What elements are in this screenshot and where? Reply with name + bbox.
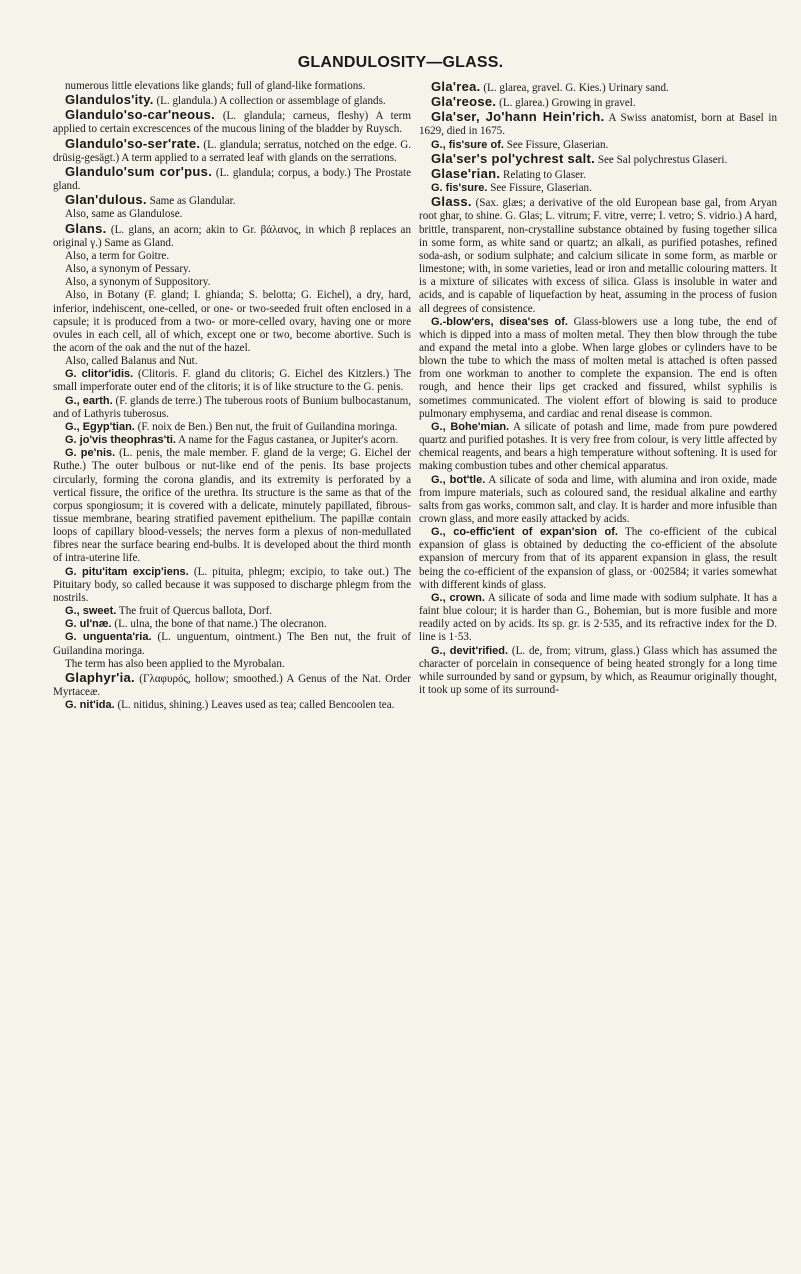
entry-headword: G., sweet.: [65, 605, 117, 618]
entry-headword: G., fis'sure of.: [431, 138, 504, 151]
entry-text: The term has also been applied to the Myrobalan.: [65, 657, 285, 670]
entry-continuation: [53, 289, 411, 355]
entry-text: A silicate of potash and lime, made from pure powdered quartz and purified potashes. It is very free from colour, is very little affected by chemical reagents, and bears a high temperature without softening. It is used for making combustion tubes and other chemical apparatus.: [419, 420, 777, 473]
entry-text: (L. penis, the male member. F. gland de la verge; G. Eichel der Ruthe.) The outer bulbous or nut-like end of the penis. Its base projects circularly, forming the corona glandis, and its extremity is perforated by a vertical fissure, the orifice of the urethra. Its structure is the same as that of the corpus spongiosum; it is covered with a delicate, minutely papillated, fibrous-tissue membrane, bearing stratified pavement epithelium. The papillæ contain loops of capillary blood-vessels; the nerves form a plexus of non-medullated fibres near the surface bearing end-bulbs. It is developed about the third month of intra-uterine life.: [53, 447, 411, 565]
dictionary-entry: [419, 167, 777, 182]
entry-continuation: [53, 208, 411, 221]
dictionary-entry: [419, 526, 777, 592]
dictionary-entry: [53, 671, 411, 699]
dictionary-entry: [53, 193, 411, 208]
entry-text: A name for the Fagus castanea, or Jupiter's acorn.: [175, 434, 399, 447]
entry-headword: G. pe'nis.: [65, 447, 116, 460]
entry-headword: G., devit'rified.: [431, 644, 509, 657]
entry-text: (Γλαφυρός, hollow; smoothed.) A Genus of the Nat. Order Myrtaceæ.: [53, 672, 411, 699]
entry-text: (Sax. glæs; a derivative of the old European base gal, from Aryan root ghar, to shine. G. Glas; L. vitrum; F. vitre, verre; I. vetro; S. vidrio.) A hard, brittle, transparent, non-crystalline substance obtained by fusing together silica in some form, as white sand or quartz; an alkali, as purified potashes, refined soda-ash, or sodium sulphate; and calcium silicate in some form, as marble or limestone; with, in some varieties, lead or iron and metallic colouring matters. It is a mixture of silicates with excess of silica. Glass is insoluble in water and acids, and is capable of liquefaction by heat, assuming in the process of fusion all degrees of consistence.: [419, 197, 777, 315]
dictionary-entry: [53, 618, 411, 631]
entry-text: A Swiss anatomist, born at Basel in 1629, died in 1675.: [419, 112, 777, 138]
entry-headword: Glans.: [65, 220, 107, 236]
entry-headword: Glandulo'so-car'neous.: [65, 107, 216, 123]
entry-text: (L. ulna, the bone of that name.) The olecranon.: [111, 618, 327, 631]
entry-headword: Glandulo'sum cor'pus.: [65, 163, 213, 179]
dictionary-entry: [419, 645, 777, 698]
dictionary-entry: [419, 195, 777, 315]
entry-text: The fruit of Quercus ballota, Dorf.: [116, 605, 273, 618]
entry-text: (L. glans, an acorn; akin to Gr. βάλανος, in which β replaces an original γ.) Same as Gland.: [53, 223, 411, 249]
dictionary-entry: [419, 474, 777, 527]
dictionary-entry: [419, 80, 777, 95]
entry-continuation: [53, 355, 411, 368]
entry-headword: Glaphyr'ia.: [65, 669, 135, 685]
entry-text: Also, in Botany (F. gland; I. ghianda; S. belotta; G. Eichel), a dry, hard, inferior, indehiscent, one-celled, or one- or two-seeded fruit often enclosed in a capsule; it is produced from a two- or more-celled ovary, having one or more ovules in each cell, all of which, except one or two, become abortive. Such is the acorn of the oak and the nut of the hazel.: [53, 289, 411, 354]
entry-headword: G., Egyp'tian.: [65, 420, 135, 433]
dictionary-entry: [53, 631, 411, 657]
right-column: [419, 80, 777, 697]
entry-continuation: [53, 250, 411, 263]
entry-headword: G. unguenta'ria.: [65, 631, 152, 644]
dictionary-entry: [419, 95, 777, 110]
entry-text: Also, called Balanus and Nut.: [65, 355, 198, 368]
entry-text: (F. noix de Ben.) Ben nut, the fruit of Guilandina moringa.: [134, 420, 398, 433]
dictionary-entry: [53, 699, 411, 712]
entry-text: (L. nitidus, shining.) Leaves used as tea; called Bencoolen tea.: [114, 699, 395, 712]
dictionary-entry: [53, 108, 411, 136]
entry-text: (L. glandula; corpus, a body.) The Prostate gland.: [53, 166, 412, 193]
entry-continuation: [53, 263, 411, 276]
entry-text: (Clitoris. F. gland du clitoris; G. Eichel des Kitzlers.) The small imperforate outer end of the clitoris; it is of like structure to the G. penis.: [53, 368, 412, 394]
running-head: GLANDULOSITY—GLASS.: [297, 54, 504, 71]
entry-text: Also, a synonym of Pessary.: [65, 263, 191, 276]
entry-text: numerous little elevations like glands; full of gland-like formations.: [65, 80, 366, 92]
dictionary-entry: [53, 447, 411, 565]
entry-text: (L. glandula; carneus, fleshy) A term applied to certain excrescences of the mucous lining of the bladder by Ruysch.: [53, 110, 411, 136]
dictionary-entry: [53, 566, 411, 605]
entry-text: (L. unguentum, ointment.) The Ben nut, the fruit of Guilandina moringa.: [53, 631, 411, 657]
entry-headword: G., co-effic'ient of expan'sion of.: [431, 526, 618, 539]
entry-headword: G. jo'vis theophras'ti.: [65, 434, 176, 447]
dictionary-entry: [419, 592, 777, 645]
dictionary-entry: [419, 152, 777, 167]
entry-text: Relating to Glaser.: [500, 168, 586, 181]
entry-headword: Glase'rian.: [431, 165, 501, 181]
dictionary-entry: [53, 605, 411, 618]
dictionary-entry: [419, 316, 777, 421]
entry-text: (L. glandula.) A collection or assemblage of glands.: [153, 95, 386, 108]
entry-headword: Gla'ser's pol'ychrest salt.: [431, 150, 596, 166]
entry-text: The co-efficient of the cubical expansion of glass is obtained by deducting the co-efficient of the absolute expansion of mercury from that of its apparent expansion in glass, the result being the co-efficient of the expansion of glass, or ·002584; it varies somewhat with different kinds of glass.: [419, 526, 777, 591]
entry-headword: Glass.: [431, 194, 472, 210]
entry-headword: G.-blow'ers, disea'ses of.: [431, 315, 568, 328]
entry-headword: Gla'ser, Jo'hann Hein'rich.: [431, 109, 605, 125]
entry-headword: G., crown.: [431, 591, 485, 604]
dictionary-entry: [53, 93, 411, 108]
entry-headword: Glandulo'so-ser'rate.: [65, 135, 201, 151]
dictionary-entry: [53, 368, 411, 394]
entry-text: (L. glandula; serratus, notched on the edge. G. drüsig-gesägt.) A term applied to a serrated leaf with glands on the serrations.: [53, 138, 411, 164]
entry-headword: Glan'dulous.: [65, 192, 147, 208]
entry-headword: Glandulos'ity.: [65, 92, 154, 108]
entry-continuation: [53, 276, 411, 289]
entry-text: A silicate of soda and lime made with sodium sulphate. It has a faint blue colour; it is harder than G., Bohemian, but is more fusible and more readily acted on by acids. Its sp. gr. is 2·535, and its refractive index for the D. line is 1·53.: [419, 591, 777, 644]
entry-headword: G., bot'tle.: [431, 473, 486, 486]
entry-text: See Sal polychrestus Glaseri.: [595, 153, 728, 166]
entry-headword: G. fis'sure.: [431, 182, 488, 195]
entry-text: Same as Glandular.: [146, 195, 236, 208]
entry-text: (L. de, from; vitrum, glass.) Glass which has assumed the character of porcelain in consequence of being heated strongly for a long time while surrounded by sand or gypsum, by which, as Reaumur originally thought, it took up some of its surround-: [419, 644, 777, 697]
entry-headword: G. pitu'itam excip'iens.: [65, 565, 189, 578]
entry-headword: Gla'reose.: [431, 94, 497, 110]
entry-headword: G. nit'ida.: [65, 699, 115, 712]
left-column: [53, 80, 411, 712]
dictionary-entry: [53, 421, 411, 434]
dictionary-entry: [419, 421, 777, 474]
entry-text: Glass-blowers use a long tube, the end of which is dipped into a mass of molten metal. They then blow through the tube and expand the metal into a globe. When large globes or cylinders have to be blown the tube to which the mass of molten metal is attached is often passed from one workman to another to complete the expansion. The end is often rough, and hence their lips get cracked and fissured, whilst syphilis is sometimes communicated. The violent effort of blowing is said to produce pulmonary emphysema, and cardiac and renal disease is common.: [419, 315, 777, 420]
dictionary-entry: [53, 395, 411, 421]
entry-text: Also, a term for Goitre.: [65, 249, 170, 262]
dictionary-entry: [53, 434, 411, 447]
entry-text: (L. glarea, gravel. G. Kies.) Urinary sand.: [480, 82, 669, 94]
dictionary-entry: [53, 222, 411, 250]
entry-text: A silicate of soda and lime, with alumina and iron oxide, made from impure materials, such as coloured sand, the residual alkaline and earthy salts from gas works, common salt, and clay. It is harder and more infusible than crown glass, and more easily attacked by acids.: [419, 473, 777, 525]
entry-text: See Fissure, Glaserian.: [503, 138, 609, 151]
entry-text: Also, a synonym of Suppository.: [65, 276, 211, 289]
entry-text: See Fissure, Glaserian.: [487, 182, 592, 195]
dictionary-entry: [419, 182, 777, 195]
dictionary-entry: [53, 137, 411, 165]
entry-headword: G., earth.: [65, 394, 113, 407]
entry-headword: G., Bohe'mian.: [431, 420, 510, 433]
entry-headword: G. ul'næ.: [65, 618, 112, 631]
entry-headword: Gla'rea.: [431, 79, 481, 94]
dictionary-entry: [53, 165, 411, 193]
entry-text: (F. glands de terre.) The tuberous roots of Bunium bulbocastanum, and of Lathyris tuberosus.: [53, 394, 411, 420]
entry-text: (L. glarea.) Growing in gravel.: [496, 97, 636, 110]
entry-headword: G. clitor'idis.: [65, 368, 134, 381]
dictionary-entry: [419, 110, 777, 138]
entry-text: Also, same as Glandulose.: [65, 208, 183, 221]
entry-text: (L. pituita, phlegm; excipio, to take out.) The Pituitary body, so called because it was supposed to discharge phlegm from the nostrils.: [53, 565, 411, 604]
